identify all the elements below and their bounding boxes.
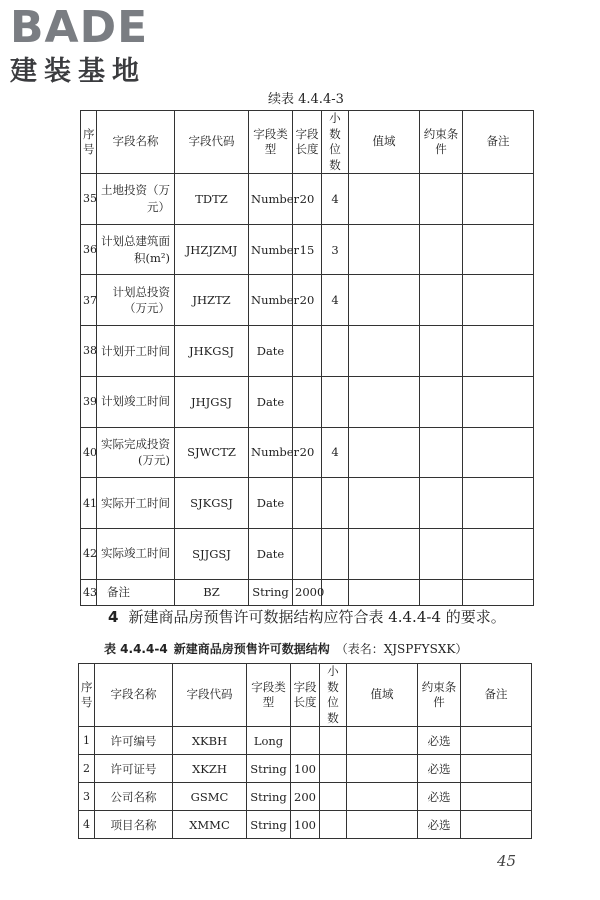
cell-field-code: BZ bbox=[175, 579, 249, 605]
cell-field-length: 20 bbox=[293, 275, 322, 326]
brand-logo: BADE bbox=[10, 2, 149, 53]
cell-field-name: 许可编号 bbox=[95, 727, 173, 755]
cell-remark bbox=[463, 478, 534, 529]
header-cell: 值域 bbox=[349, 111, 420, 174]
cell-no: 37 bbox=[81, 275, 97, 326]
cell-decimals bbox=[322, 478, 349, 529]
cell-no: 35 bbox=[81, 174, 97, 225]
cell-constraint bbox=[420, 326, 463, 377]
cell-constraint: 必选 bbox=[418, 783, 461, 811]
page-number: 45 bbox=[497, 852, 517, 870]
cell-field-code: JHZTZ bbox=[175, 275, 249, 326]
cell-domain bbox=[349, 326, 420, 377]
cell-field-code: JHZJZMJ bbox=[175, 224, 249, 275]
paragraph-number: 4 bbox=[108, 608, 119, 626]
header-cell: 小数位数 bbox=[322, 111, 349, 174]
cell-no: 3 bbox=[79, 783, 95, 811]
cell-no: 43 bbox=[81, 579, 97, 605]
cell-remark bbox=[463, 427, 534, 478]
cell-field-name: 实际开工时间 bbox=[97, 478, 175, 529]
cell-constraint: 必选 bbox=[418, 811, 461, 839]
cell-field-code: JHKGSJ bbox=[175, 326, 249, 377]
table1-header-row bbox=[81, 111, 534, 174]
cell-field-type: Long bbox=[247, 727, 291, 755]
table-row bbox=[81, 579, 534, 605]
cell-field-length: 100 bbox=[291, 755, 320, 783]
cell-domain bbox=[349, 579, 420, 605]
table-row bbox=[81, 174, 534, 225]
header-cell: 约束条件 bbox=[420, 111, 463, 174]
cell-decimals bbox=[322, 326, 349, 377]
cell-domain bbox=[349, 376, 420, 427]
cell-decimals: 4 bbox=[322, 174, 349, 225]
cell-field-length bbox=[291, 727, 320, 755]
cell-field-name: 实际竣工时间 bbox=[97, 528, 175, 579]
cell-decimals: 4 bbox=[322, 275, 349, 326]
cell-field-name: 计划竣工时间 bbox=[97, 376, 175, 427]
header-cell: 序号 bbox=[79, 664, 95, 727]
cell-field-type: String bbox=[247, 811, 291, 839]
cell-field-type: String bbox=[247, 755, 291, 783]
cell-domain bbox=[349, 224, 420, 275]
header-cell: 字段名称 bbox=[95, 664, 173, 727]
header-cell: 字段名称 bbox=[97, 111, 175, 174]
cell-constraint bbox=[420, 427, 463, 478]
cell-domain bbox=[347, 755, 418, 783]
cell-remark bbox=[463, 579, 534, 605]
cell-domain bbox=[349, 427, 420, 478]
table2-presale-permit-structure bbox=[78, 663, 532, 839]
cell-no: 40 bbox=[81, 427, 97, 478]
cell-decimals: 4 bbox=[322, 427, 349, 478]
cell-remark bbox=[463, 224, 534, 275]
table-row bbox=[81, 376, 534, 427]
cell-field-type: Number bbox=[249, 275, 293, 326]
cell-field-code: JHJGSJ bbox=[175, 376, 249, 427]
table-row bbox=[81, 224, 534, 275]
cell-field-code: SJKGSJ bbox=[175, 478, 249, 529]
cell-remark bbox=[461, 811, 532, 839]
cell-constraint bbox=[420, 224, 463, 275]
cell-field-type: Number bbox=[249, 224, 293, 275]
header-cell: 备注 bbox=[463, 111, 534, 174]
cell-no: 38 bbox=[81, 326, 97, 377]
section-paragraph bbox=[108, 606, 506, 627]
header-cell: 字段类型 bbox=[249, 111, 293, 174]
cell-field-length: 2000 bbox=[293, 579, 322, 605]
table2-caption-title: 新建商品房预售许可数据结构 bbox=[173, 642, 330, 656]
table-row bbox=[81, 528, 534, 579]
cell-field-type: Number bbox=[249, 427, 293, 478]
brand-logo-subtitle: 建装基地 bbox=[10, 56, 146, 87]
cell-no: 36 bbox=[81, 224, 97, 275]
header-cell: 字段长度 bbox=[291, 664, 320, 727]
table-row bbox=[81, 427, 534, 478]
cell-field-code: GSMC bbox=[173, 783, 247, 811]
cell-constraint: 必选 bbox=[418, 727, 461, 755]
cell-field-length: 15 bbox=[293, 224, 322, 275]
table-row bbox=[79, 783, 532, 811]
cell-field-name: 项目名称 bbox=[95, 811, 173, 839]
cell-decimals bbox=[322, 376, 349, 427]
cell-constraint bbox=[420, 275, 463, 326]
cell-remark bbox=[461, 783, 532, 811]
cell-field-type: Date bbox=[249, 326, 293, 377]
cell-field-name: 计划总建筑面积(m²) bbox=[97, 224, 175, 275]
cell-field-length bbox=[293, 376, 322, 427]
header-cell: 小数位数 bbox=[320, 664, 347, 727]
cell-decimals bbox=[320, 811, 347, 839]
cell-decimals bbox=[320, 755, 347, 783]
header-cell: 备注 bbox=[461, 664, 532, 727]
cell-domain bbox=[349, 478, 420, 529]
cell-decimals bbox=[320, 727, 347, 755]
cell-field-type: Date bbox=[249, 478, 293, 529]
cell-field-name: 备注 bbox=[97, 579, 175, 605]
table-row bbox=[79, 727, 532, 755]
cell-decimals bbox=[322, 579, 349, 605]
paragraph-text: 新建商品房预售许可数据结构应符合表 4.4.4-4 的要求。 bbox=[128, 608, 506, 626]
cell-domain bbox=[347, 783, 418, 811]
cell-no: 42 bbox=[81, 528, 97, 579]
cell-field-name: 公司名称 bbox=[95, 783, 173, 811]
cell-constraint: 必选 bbox=[418, 755, 461, 783]
cell-field-name: 许可证号 bbox=[95, 755, 173, 783]
cell-field-length bbox=[293, 528, 322, 579]
cell-constraint bbox=[420, 174, 463, 225]
cell-field-type: String bbox=[249, 579, 293, 605]
table-row bbox=[81, 326, 534, 377]
header-cell: 字段代码 bbox=[173, 664, 247, 727]
cell-field-length: 20 bbox=[293, 174, 322, 225]
cell-remark bbox=[463, 174, 534, 225]
cell-no: 39 bbox=[81, 376, 97, 427]
cell-field-code: TDTZ bbox=[175, 174, 249, 225]
table2-caption-label: 表 4.4.4-4 bbox=[104, 642, 168, 656]
cell-field-type: String bbox=[247, 783, 291, 811]
table-row bbox=[79, 811, 532, 839]
cell-remark bbox=[461, 727, 532, 755]
cell-field-type: Date bbox=[249, 528, 293, 579]
cell-no: 1 bbox=[79, 727, 95, 755]
table-row bbox=[81, 478, 534, 529]
cell-decimals: 3 bbox=[322, 224, 349, 275]
cell-constraint bbox=[420, 528, 463, 579]
cell-domain bbox=[349, 275, 420, 326]
cell-remark bbox=[461, 755, 532, 783]
cell-domain bbox=[349, 528, 420, 579]
cell-field-name: 计划总投资（万元） bbox=[97, 275, 175, 326]
cell-remark bbox=[463, 528, 534, 579]
header-cell: 约束条件 bbox=[418, 664, 461, 727]
cell-field-code: XMMC bbox=[173, 811, 247, 839]
cell-no: 2 bbox=[79, 755, 95, 783]
cell-decimals bbox=[320, 783, 347, 811]
table2-header-row bbox=[79, 664, 532, 727]
table-row bbox=[81, 275, 534, 326]
cell-field-code: XKBH bbox=[173, 727, 247, 755]
cell-field-type: Number bbox=[249, 174, 293, 225]
cell-field-length: 100 bbox=[291, 811, 320, 839]
cell-field-code: SJWCTZ bbox=[175, 427, 249, 478]
cell-decimals bbox=[322, 528, 349, 579]
cell-no: 4 bbox=[79, 811, 95, 839]
cell-field-name: 土地投资（万元） bbox=[97, 174, 175, 225]
cell-constraint bbox=[420, 579, 463, 605]
cell-field-length: 200 bbox=[291, 783, 320, 811]
table2-caption bbox=[104, 640, 467, 657]
cell-field-length bbox=[293, 478, 322, 529]
table1-caption: 续表 4.4.4-3 bbox=[268, 92, 344, 107]
header-cell: 字段类型 bbox=[247, 664, 291, 727]
header-cell: 字段长度 bbox=[293, 111, 322, 174]
table1-field-structure bbox=[80, 110, 534, 606]
header-cell: 字段代码 bbox=[175, 111, 249, 174]
header-cell: 序号 bbox=[81, 111, 97, 174]
cell-no: 41 bbox=[81, 478, 97, 529]
cell-field-code: XKZH bbox=[173, 755, 247, 783]
cell-field-length: 20 bbox=[293, 427, 322, 478]
cell-remark bbox=[463, 275, 534, 326]
cell-remark bbox=[463, 376, 534, 427]
table-row bbox=[79, 755, 532, 783]
cell-constraint bbox=[420, 478, 463, 529]
table2-caption-note: （表名：XJSPFYSXK） bbox=[335, 642, 468, 656]
cell-domain bbox=[349, 174, 420, 225]
cell-field-type: Date bbox=[249, 376, 293, 427]
cell-field-code: SJJGSJ bbox=[175, 528, 249, 579]
header-cell: 值域 bbox=[347, 664, 418, 727]
cell-remark bbox=[463, 326, 534, 377]
cell-constraint bbox=[420, 376, 463, 427]
cell-field-name: 实际完成投资(万元) bbox=[97, 427, 175, 478]
cell-field-name: 计划开工时间 bbox=[97, 326, 175, 377]
cell-domain bbox=[347, 811, 418, 839]
cell-field-length bbox=[293, 326, 322, 377]
cell-domain bbox=[347, 727, 418, 755]
